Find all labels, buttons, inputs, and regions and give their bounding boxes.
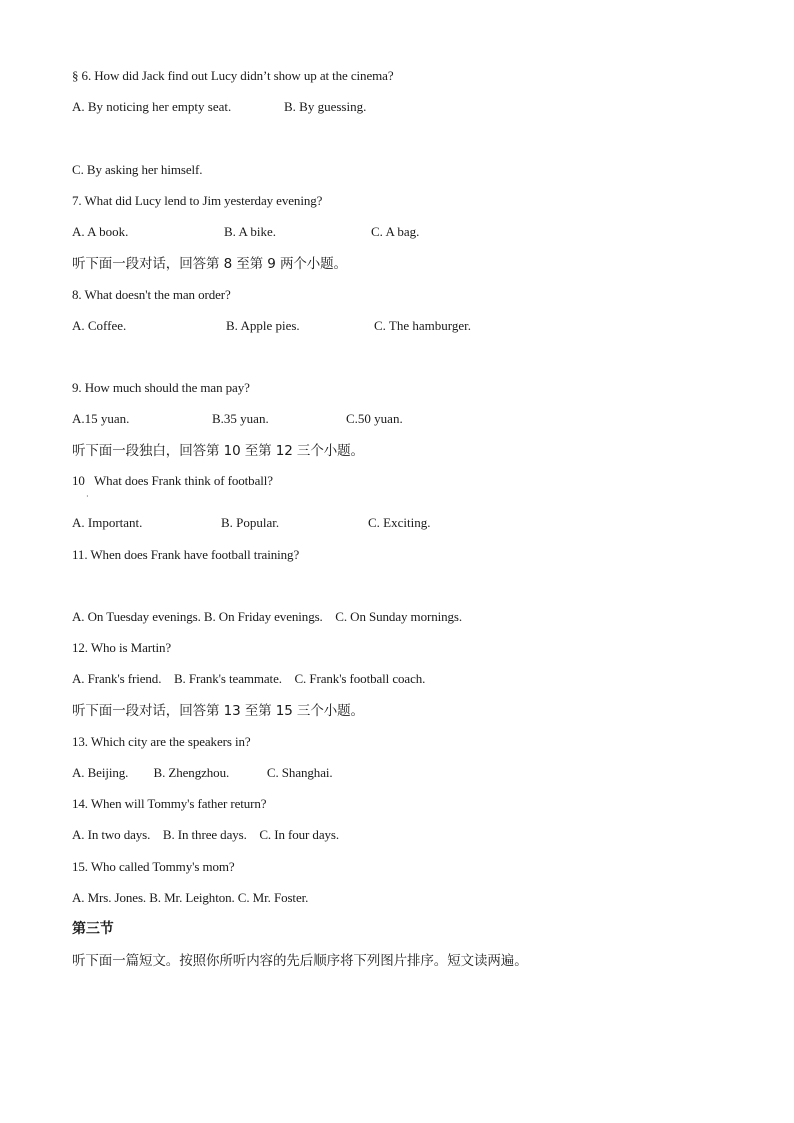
instruction-10-12: 听下面一段独白，回答第 10 至第 12 三个小题。 xyxy=(72,443,364,459)
question-10-option-c: C. Exciting. xyxy=(368,515,431,530)
question-11-options: A. On Tuesday evenings. B. On Friday evenings. C. On Sunday mornings. xyxy=(72,609,463,624)
question-7-option-b: B. A bike. xyxy=(224,224,277,239)
question-12-stem: 12. Who is Martin? xyxy=(72,640,172,655)
question-9-stem: 9. How much should the man pay? xyxy=(72,380,250,395)
question-10-option-b: B. Popular. xyxy=(221,515,280,530)
question-8-option-c: C. The hamburger. xyxy=(374,318,472,333)
question-15-options: A. Mrs. Jones. B. Mr. Leighton. C. Mr. Foster. xyxy=(72,890,309,905)
question-15-stem: 15. Who called Tommy's mom? xyxy=(72,859,235,874)
question-9-option-b: B.35 yuan. xyxy=(212,411,269,426)
question-6-option-b: B. By guessing. xyxy=(284,99,367,114)
question-13-options: A. Beijing. B. Zhengzhou. C. Shanghai. xyxy=(72,765,333,780)
question-7-option-c: C. A bag. xyxy=(371,224,420,239)
question-10-stem: 10 What does Frank think of football? xyxy=(72,473,273,488)
question-9-option-a: A.15 yuan. xyxy=(72,411,130,426)
question-8-option-a: A. Coffee. xyxy=(72,318,127,333)
question-9-option-c: C.50 yuan. xyxy=(346,411,403,426)
question-6-stem: § 6. How did Jack find out Lucy didn’t show up at the cinema? xyxy=(72,68,394,83)
section-3-instruction: 听下面一篇短文。按照你所听内容的先后顺序将下列图片排序。短文读两遍。 xyxy=(72,953,528,969)
question-7-option-a: A. A book. xyxy=(72,224,129,239)
question-7-stem: 7. What did Lucy lend to Jim yesterday evening? xyxy=(72,193,323,208)
question-10-option-a: A. Important. xyxy=(72,515,143,530)
question-11-stem: 11. When does Frank have football training? xyxy=(72,547,300,562)
question-14-options: A. In two days. B. In three days. C. In four days. xyxy=(72,827,339,842)
question-8-stem: 8. What doesn't the man order? xyxy=(72,287,231,302)
stray-dot-mark: · xyxy=(86,492,89,501)
question-6-option-c: C. By asking her himself. xyxy=(72,162,203,177)
question-8-option-b: B. Apple pies. xyxy=(226,318,300,333)
question-14-stem: 14. When will Tommy's father return? xyxy=(72,796,267,811)
question-13-stem: 13. Which city are the speakers in? xyxy=(72,734,251,749)
section-3-title: 第三节 xyxy=(72,921,114,937)
instruction-13-15: 听下面一段对话，回答第 13 至第 15 三个小题。 xyxy=(72,703,364,719)
question-12-options: A. Frank's friend. B. Frank's teammate. C. Frank's football coach. xyxy=(72,671,426,686)
question-6-option-a: A. By noticing her empty seat. xyxy=(72,99,232,114)
instruction-8-9: 听下面一段对话，回答第 8 至第 9 两个小题。 xyxy=(72,256,347,272)
